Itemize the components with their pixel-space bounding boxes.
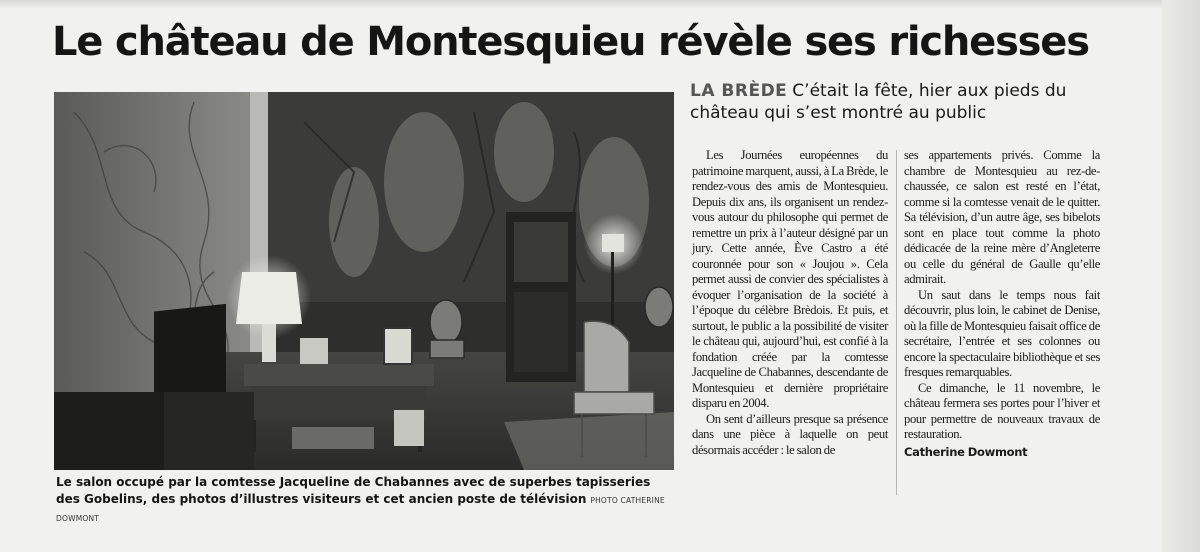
deck-text: C’était la fête, hier aux pieds du château qui s’est montré au public [690, 81, 1067, 123]
column-divider [896, 150, 897, 495]
salon-photo [54, 92, 674, 470]
deck [690, 80, 1110, 124]
paper-edge-top [0, 0, 1200, 8]
paragraph: On sent d’ailleurs presque sa présence dans une pièce à laquelle on peut désormais accéder : le salon de [692, 411, 888, 457]
article-column-1 [692, 148, 888, 458]
article-column-2 [904, 148, 1100, 460]
author-signature: Catherine Dowmont [904, 444, 1028, 459]
paper-edge-right [1162, 0, 1200, 552]
photo-credit: PHOTO CATHERINE DOWMONT [56, 496, 665, 523]
paragraph: Ce dimanche, le 11 novembre, le château fermera ses portes pour l’hiver et pour permettre de nouveaux travaux de restauration. [904, 380, 1100, 441]
photo-caption [56, 474, 676, 527]
paragraph: ses appartements privés. Comme la chambre de Montesquieu au rez-de-chaussée, ce salon est resté en l’état, comme si la comtesse venait de le quitter. Sa télévision, d’un autre âge, ses bibelots sont en place tout comme la photo dédicacée de la reine mère d’Angleterre ou celle du général de Gaulle qu’elle admirait. [904, 148, 1100, 286]
headline: Le château de Montesquieu révèle ses richesses [52, 19, 1089, 65]
paragraph: Les Journées européennes du patrimoine marquent, aussi, à La Brède, le rendez-vous des amis de Montesquieu. Depuis dix ans, ils organisent un rendez-vous autour du philosophe qui permet de remettre un prix à l’auteur désigné par un jury. Cette année, Ève Castro a été couronnée pour son « Joujou ». Cela permet aussi de convier des spécialistes à évoquer l’organisation de la société à l’époque du célèbre Brèdois. Et puis, et surtout, le public a la possibilité de visiter le château qui, aujourd’hui, est confié à la fondation créée par la comtesse Jacqueline de Chabannes, descendante de Montesquieu et dernière propriétaire disparu en 2004. [692, 148, 888, 410]
kicker-location: LA BRÈDE [690, 81, 788, 101]
caption-text: Le salon occupé par la comtesse Jacqueline de Chabannes avec de superbes tapisseries des Gobelins, des photos d’illustres visiteurs et cet ancien poste de télévision [56, 475, 651, 506]
paragraph: Un saut dans le temps nous fait découvrir, plus loin, le cabinet de Denise, où la fille de Montesquieu faisait office de secrétaire, l’entrée et ses colonnes ou encore la spectaculaire bibliothèque et ses fresques remarquables. [904, 287, 1100, 379]
